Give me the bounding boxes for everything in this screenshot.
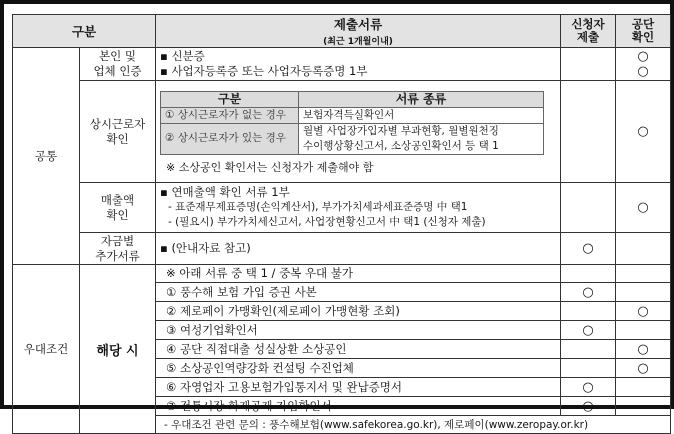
- pref-item-agency: [616, 283, 671, 302]
- pref-item-applicant: ○: [561, 283, 616, 302]
- applicant-employees: [561, 81, 616, 183]
- row-employees: [13, 81, 671, 183]
- docs-additional: ▪ (안내자료 참고): [156, 233, 561, 265]
- employee-note: ※ 소상공인 확인서는 신청자가 제출해야 함: [166, 160, 374, 174]
- inner-docs-none: 보험자격득실확인서: [299, 107, 544, 123]
- category-common: 공통: [13, 48, 80, 265]
- pref-item-applicant: ○: [561, 397, 616, 416]
- pref-item-agency: [616, 378, 671, 397]
- header-row: [13, 15, 671, 48]
- sub-revenue: 매출액 확인: [80, 183, 156, 233]
- row-revenue: [13, 183, 671, 233]
- category-preference: 우대조건: [13, 265, 80, 434]
- pref-item-applicant: ○: [561, 378, 616, 397]
- sub-additional: 자금별 추가서류: [80, 233, 156, 265]
- agency-identity: ○ ○: [616, 48, 671, 81]
- pref-item-text: ⑤ 소상공인역량강화 컨설팅 수진업체: [156, 359, 561, 378]
- header-category: 구분: [13, 15, 156, 48]
- pref-item-agency: [616, 321, 671, 340]
- sub-identity: 본인 및 업체 인증: [80, 48, 156, 81]
- pref-item-agency: [616, 397, 671, 416]
- pref-item-agency: ○: [616, 340, 671, 359]
- header-applicant-submit: 신청자 제출: [561, 15, 616, 48]
- docs-identity: ▪ 신분증 ▪ 사업자등록증 또는 사업자등록증명 1부: [156, 48, 561, 81]
- docs-employees: [156, 81, 561, 183]
- pref-item-applicant: ○: [561, 321, 616, 340]
- pref-item-text: ⑦ 전통시장 화재공제 가입확인서: [156, 397, 561, 416]
- agency-additional: [616, 233, 671, 265]
- pref-item-text: ③ 여성기업확인서: [156, 321, 561, 340]
- docs-revenue: ▪ 연매출액 확인 서류 1부 - 표준재무제표증명(손익계산서), 부가가치세과세표준증명 中 택1 - (필요시) 부가가치세신고서, 사업장현황신고서 中 택1 (신청자 제출): [156, 183, 561, 233]
- pref-item-applicant: [561, 302, 616, 321]
- required-documents-table: [12, 14, 671, 434]
- pref-item-applicant: [561, 359, 616, 378]
- header-documents: 제출서류 (최근 1개월이내): [156, 15, 561, 48]
- row-preference-intro: [13, 265, 671, 283]
- pref-item-agency: ○: [616, 359, 671, 378]
- sub-preference: 해당 시: [80, 265, 156, 434]
- sub-employees: 상시근로자 확인: [80, 81, 156, 183]
- pref-item-applicant: [561, 340, 616, 359]
- preference-contact-note: - 우대조건 관련 문의 : 풍수해보험(www.safekorea.go.kr), 제로페이(www.zeropay.or.kr): [156, 416, 671, 434]
- pref-item-text: ② 제로페이 가맹확인(제로페이 가맹현황 조회): [156, 302, 561, 321]
- applicant-identity: [561, 48, 616, 81]
- agency-revenue: ○: [616, 183, 671, 233]
- inner-docs-some: 월별 사업장가입자별 부과현황, 월별원천징 수이행상황신고서, 소상공인확인서 등 택 1: [299, 123, 544, 154]
- inner-header-type: 구분: [161, 91, 299, 107]
- pref-item-text: ⑥ 자영업자 고용보험가입통지서 및 완납증명서: [156, 378, 561, 397]
- row-additional: [13, 233, 671, 265]
- applicant-revenue: [561, 183, 616, 233]
- inner-header-docs: 서류 종류: [299, 91, 544, 107]
- pref-item-text: ④ 공단 직접대출 성실상환 소상공인: [156, 340, 561, 359]
- inner-type-some: ② 상시근로자가 있는 경우: [161, 123, 299, 154]
- inner-type-none: ① 상시근로자가 없는 경우: [161, 107, 299, 123]
- applicant-additional: ○: [561, 233, 616, 265]
- row-identity: [13, 48, 671, 81]
- pref-item-agency: ○: [616, 302, 671, 321]
- agency-employees: ○: [616, 81, 671, 183]
- pref-item-text: ① 풍수해 보험 가입 증권 사본: [156, 283, 561, 302]
- header-agency-check: 공단 확인: [616, 15, 671, 48]
- preference-intro: ※ 아래 서류 중 택 1 / 중복 우대 불가: [156, 265, 561, 283]
- employee-doc-inner-table: [160, 91, 544, 155]
